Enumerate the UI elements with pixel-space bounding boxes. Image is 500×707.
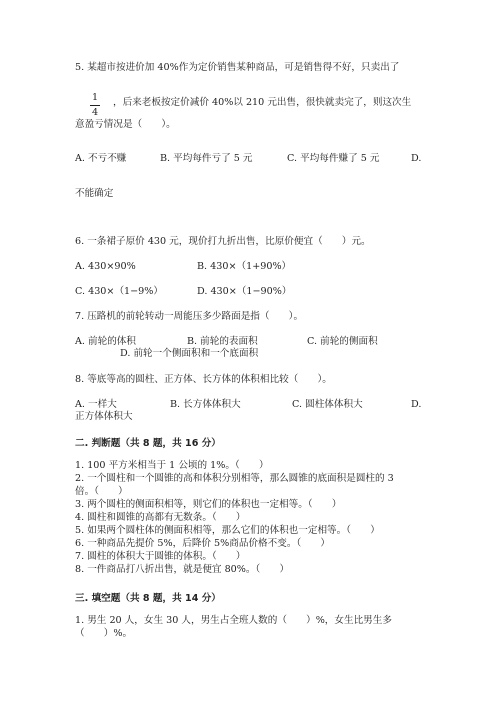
fraction-numerator: 1 [91,92,99,103]
q8-option-d-label: D. [411,399,422,410]
q6-option-c: C. 430×（1−9%） [75,286,163,297]
section-heading-fill-blank: 三. 填空题（共 8 题，共 14 分） [75,593,221,604]
fill-item-1-line1: 1. 男生 20 人，女生 30 人，男生占全班人数的（ ）%，女生比男生多 [75,615,392,626]
fraction-bar [90,105,100,106]
tf-item-continuation: 倍。（ ） [75,486,128,497]
q5-option-c: C. 平均每件赚了 5 元 [287,153,380,164]
q5-fraction [89,92,101,119]
tf-item: 1. 100 平方米相当于 1 公顷的 1%。（ ） [75,460,269,471]
tf-item: 4. 圆柱和圆锥的高都有无数条。（ ） [75,512,246,523]
section-heading-true-false: 二. 判断题（共 8 题，共 16 分） [75,438,221,449]
fraction-denominator: 4 [91,107,99,118]
q8-stem: 8. 等底等高的圆柱、正方体、长方体的体积相比较（ ）。 [75,374,332,385]
tf-item: 5. 如果两个圆柱体的侧面积相等，那么它们的体积也一定相等。（ ） [75,525,380,536]
q6-option-d: D. 430×（1−90%） [197,286,292,297]
tf-item: 8. 一件商品打八折出售，就是便宜 80%。（ ） [75,564,290,575]
tf-item: 3. 两个圆柱的侧面积相等，则它们的体积也一定相等。（ ） [75,499,342,510]
q7-option-c: C. 前轮的侧面积 [307,336,378,347]
tf-item: 2. 一个圆柱和一个圆锥的高和体积分别相等，那么圆锥的底面积是圆柱的 3 [75,473,394,484]
q5-option-d-text: 不能确定 [75,188,114,199]
q5-stem-line1: 5. 某超市按进价加 40%作为定价销售某种商品，可是销售得不好，只卖出了 [75,62,400,73]
fill-item-1-line2: （ ）%。 [75,628,133,639]
q5-option-d-label: D. [411,153,422,164]
q8-option-b: B. 长方体体积大 [170,399,241,410]
q8-option-c: C. 圆柱体体积大 [292,399,363,410]
q7-option-b: B. 前轮的表面积 [187,336,258,347]
q8-option-a: A. 一样大 [75,399,117,410]
q6-option-a: A. 430×90% [75,261,136,272]
q6-stem: 6. 一条裙子原价 430 元，现价打九折出售，比原价便宜（ ）元。 [75,236,371,247]
q7-option-a: A. 前轮的体积 [75,336,136,347]
q8-option-d-text: 正方体体积大 [75,411,133,422]
tf-item: 6. 一种商品先提价 5%，后降价 5%商品价格不变。（ ） [75,538,331,549]
q7-option-d: D. 前轮一个侧面积和一个底面积 [120,348,259,359]
tf-item: 7. 圆柱的体积大于圆锥的体积。（ ） [75,551,246,562]
q6-option-b: B. 430×（1+90%） [197,261,292,272]
q5-stem-line2: ，后来老板按定价减价 40%以 210 元出售，很快就卖完了，则这次生 [113,97,412,108]
q5-option-a: A. 不亏不赚 [75,153,127,164]
q5-stem-line3: 意盈亏情况是（ ）。 [75,119,176,130]
q7-stem: 7. 压路机的前轮转动一周能压多少路面是指（ ）。 [75,311,304,322]
q5-option-b: B. 平均每件亏了 5 元 [160,153,253,164]
